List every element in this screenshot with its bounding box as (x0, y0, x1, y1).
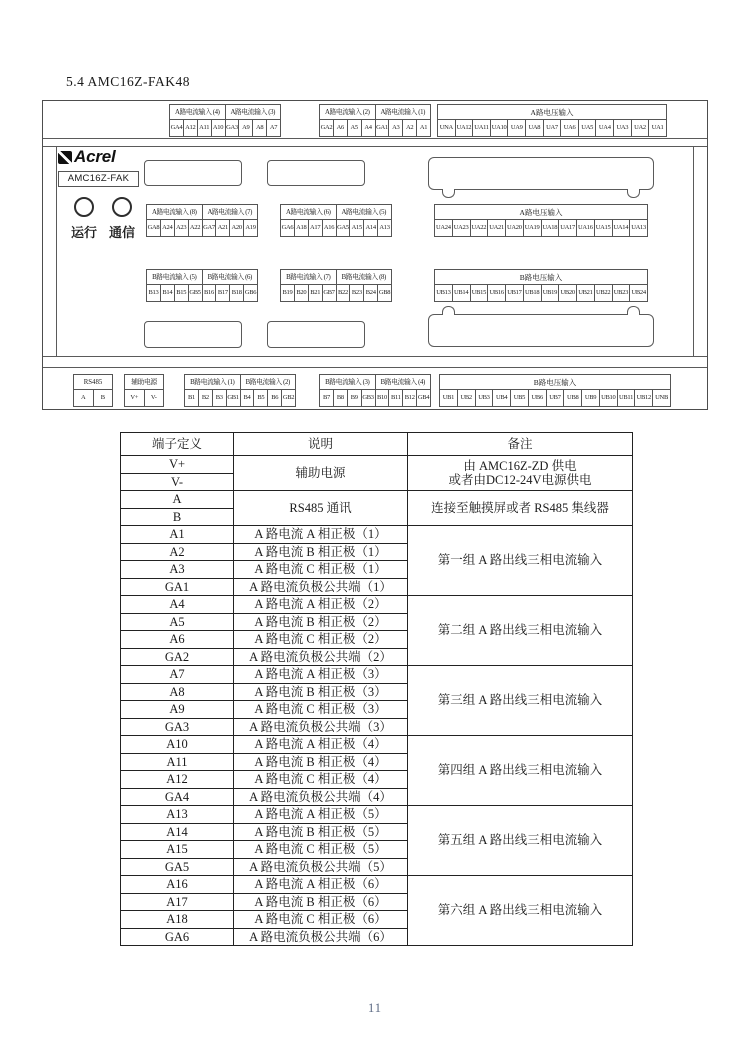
terminal-block-a-voltage-top (437, 104, 667, 137)
terminal-cell: UA20 (506, 220, 524, 237)
terminal-cell: A5 (348, 120, 362, 137)
terminal-cell: A16 (323, 220, 337, 237)
terminal-cell: A24 (161, 220, 175, 237)
terminal-cell: B17 (216, 285, 230, 302)
terminal-cell: UA16 (577, 220, 595, 237)
terminal-cell: B6 (268, 390, 282, 407)
terminal-cells (319, 390, 431, 407)
terminal-cell: A5 (121, 613, 234, 631)
terminal-cell: A12 (121, 771, 234, 789)
terminal-group-headers (434, 269, 648, 285)
terminal-cell: UA7 (544, 120, 562, 137)
terminal-cell: A17 (121, 893, 234, 911)
mounting-tab (442, 189, 455, 198)
terminal-group-label: A路电流输入 (2) (319, 104, 376, 120)
terminal-block-a-current-2-1 (319, 104, 431, 137)
table-row (121, 876, 633, 894)
panel-edge-line (693, 146, 694, 357)
terminal-group-label: B路电流输入 (1) (184, 374, 241, 390)
terminal-cell: A9 (121, 701, 234, 719)
terminal-cell: A16 (121, 876, 234, 894)
description-cell: A 路电流负极公共端（2） (234, 648, 408, 666)
terminal-cell: UA9 (508, 120, 526, 137)
slot-box (144, 321, 242, 348)
terminal-cell: GA6 (280, 220, 295, 237)
terminal-cells (184, 390, 296, 407)
terminal-cell: GA7 (203, 220, 217, 237)
terminal-group-headers (319, 104, 431, 120)
terminal-cell: A12 (184, 120, 198, 137)
remark-line: 或者由DC12-24V电源供电 (448, 473, 592, 487)
brand-text: Acrel (74, 147, 116, 166)
terminal-cell: A4 (362, 120, 376, 137)
terminal-group-headers (280, 204, 392, 220)
mounting-tab (627, 306, 640, 315)
terminal-cells (73, 390, 113, 407)
terminal-cell: A10 (212, 120, 226, 137)
terminal-cell: B10 (376, 390, 390, 407)
terminal-group-headers (280, 269, 392, 285)
description-cell: 辅助电源 (234, 456, 408, 491)
terminal-cell: GB2 (282, 390, 296, 407)
description-cell: A 路电流 A 相正极（2） (234, 596, 408, 614)
description-cell: A 路电流 B 相正极（3） (234, 683, 408, 701)
terminal-cell: A19 (244, 220, 258, 237)
terminal-group-label: B路电压输入 (439, 374, 671, 390)
terminal-cell: UB6 (529, 390, 547, 407)
terminal-cell: UA6 (561, 120, 579, 137)
terminal-cell: V- (121, 473, 234, 491)
terminal-cell: B14 (161, 285, 175, 302)
terminal-cell: UB21 (577, 285, 595, 302)
slot-box (267, 321, 365, 348)
terminal-group-headers (146, 269, 258, 285)
terminal-cell: B24 (364, 285, 378, 302)
terminal-cell: B (94, 390, 114, 407)
divider-line (43, 367, 707, 368)
slot-box (267, 160, 365, 186)
description-cell: A 路电流 B 相正极（5） (234, 823, 408, 841)
description-cell: A 路电流 C 相正极（6） (234, 911, 408, 929)
remark-cell: 第三组 A 路出线三相电流输入 (408, 666, 633, 736)
terminal-cell: A2 (403, 120, 417, 137)
terminal-group-label: B路电流输入 (7) (280, 269, 337, 285)
terminal-cell: A17 (309, 220, 323, 237)
terminal-cell: B16 (203, 285, 217, 302)
terminal-cell: GA2 (121, 648, 234, 666)
terminal-table (120, 432, 633, 946)
description-cell: A 路电流 C 相正极（5） (234, 841, 408, 859)
terminal-cell: UB5 (511, 390, 529, 407)
description-cell: A 路电流负极公共端（6） (234, 928, 408, 946)
terminal-group-headers (437, 104, 667, 120)
terminal-cell: GB3 (362, 390, 376, 407)
terminal-block-a-voltage-mid (434, 204, 648, 237)
description-cell: A 路电流 C 相正极（3） (234, 701, 408, 719)
terminal-group-label: A路电流输入 (8) (146, 204, 203, 220)
terminal-cell: A6 (121, 631, 234, 649)
terminal-group-label: A路电压输入 (437, 104, 667, 120)
terminal-cell: A7 (121, 666, 234, 684)
remark-cell: 第一组 A 路出线三相电流输入 (408, 526, 633, 596)
terminal-cell: A1 (417, 120, 431, 137)
terminal-cell: UB10 (600, 390, 618, 407)
device-panel (42, 100, 708, 410)
description-cell: A 路电流 B 相正极（6） (234, 893, 408, 911)
description-cell: A 路电流 B 相正极（1） (234, 543, 408, 561)
table-row (121, 456, 633, 474)
terminal-cell: GA8 (146, 220, 161, 237)
terminal-cell: UB7 (547, 390, 565, 407)
terminal-group-label: 辅助电源 (124, 374, 164, 390)
description-cell: RS485 通讯 (234, 491, 408, 526)
terminal-cell: B7 (319, 390, 334, 407)
terminal-cell: B (121, 508, 234, 526)
model-label: AMC16Z-FAK (58, 171, 139, 187)
description-cell: A 路电流 B 相正极（2） (234, 613, 408, 631)
terminal-cell: UB12 (635, 390, 653, 407)
description-cell: A 路电流 B 相正极（4） (234, 753, 408, 771)
terminal-cells (169, 120, 281, 137)
table-header-row (121, 433, 633, 456)
terminal-cell: GA5 (121, 858, 234, 876)
terminal-cell: GB7 (323, 285, 337, 302)
terminal-cell: UB23 (613, 285, 631, 302)
terminal-group-headers (146, 204, 258, 220)
terminal-cells (319, 120, 431, 137)
terminal-cell: UB9 (582, 390, 600, 407)
run-indicator-label: 运行 (70, 225, 97, 240)
description-cell: A 路电流负极公共端（4） (234, 788, 408, 806)
terminal-cell: GB6 (244, 285, 258, 302)
terminal-cell: UA13 (630, 220, 648, 237)
terminal-cell: V- (145, 390, 165, 407)
terminal-cell: UA18 (542, 220, 560, 237)
terminal-group-label: B路电流输入 (3) (319, 374, 376, 390)
terminal-cell: A3 (121, 561, 234, 579)
terminal-cell: A11 (198, 120, 212, 137)
terminal-cells (280, 220, 392, 237)
terminal-cell: A13 (378, 220, 392, 237)
table-row (121, 736, 633, 754)
terminal-group-label: A路电压输入 (434, 204, 648, 220)
description-cell: A 路电流 A 相正极（3） (234, 666, 408, 684)
terminal-cell: UA22 (471, 220, 489, 237)
terminal-cell: A8 (253, 120, 267, 137)
terminal-cell: B4 (241, 390, 255, 407)
terminal-cell: UB2 (458, 390, 476, 407)
terminal-cell: V+ (121, 456, 234, 474)
terminal-cell: B19 (280, 285, 295, 302)
remark-cell: 第二组 A 路出线三相电流输入 (408, 596, 633, 666)
mounting-tab (627, 189, 640, 198)
remark-cell: 第四组 A 路出线三相电流输入 (408, 736, 633, 806)
terminal-cell: A2 (121, 543, 234, 561)
page-title: 5.4 AMC16Z-FAK48 (66, 74, 191, 89)
terminal-group-label: RS485 (73, 374, 113, 390)
terminal-group-headers (319, 374, 431, 390)
terminal-block-a-current-6-5 (280, 204, 392, 237)
terminal-cell: UA10 (491, 120, 509, 137)
terminal-cell: A10 (121, 736, 234, 754)
terminal-cell: GA4 (121, 788, 234, 806)
terminal-cell: B8 (334, 390, 348, 407)
terminal-cell: UA24 (434, 220, 453, 237)
description-cell: A 路电流 C 相正极（4） (234, 771, 408, 789)
terminal-cell: A (121, 491, 234, 509)
terminal-cell: UA11 (473, 120, 491, 137)
table-row (121, 491, 633, 509)
terminal-block-a-current-4-3 (169, 104, 281, 137)
terminal-cell: UA12 (456, 120, 474, 137)
terminal-cell: UNB (653, 390, 671, 407)
terminal-cell: A22 (189, 220, 203, 237)
terminal-cell: B21 (309, 285, 323, 302)
terminal-group-label: B路电流输入 (6) (203, 269, 259, 285)
terminal-cell: A15 (350, 220, 364, 237)
terminal-cell: GA4 (169, 120, 184, 137)
terminal-group-headers (439, 374, 671, 390)
terminal-cell: B23 (350, 285, 364, 302)
terminal-cell: A6 (334, 120, 348, 137)
terminal-cell: B13 (146, 285, 161, 302)
terminal-cell: GA3 (226, 120, 240, 137)
terminal-block-b-current-3-4 (319, 374, 431, 407)
terminal-cell: A13 (121, 806, 234, 824)
terminal-cell: UB19 (542, 285, 560, 302)
terminal-cell: A3 (389, 120, 403, 137)
table-row (121, 806, 633, 824)
terminal-cell: A23 (175, 220, 189, 237)
remark-cell: 连接至触摸屏或者 RS485 集线器 (408, 491, 633, 526)
table-row (121, 596, 633, 614)
terminal-cell: A9 (239, 120, 253, 137)
terminal-cells (280, 285, 392, 302)
terminal-cell: UA21 (488, 220, 506, 237)
terminal-cell: B15 (175, 285, 189, 302)
page-number: 11 (367, 1001, 383, 1015)
connector-box (428, 157, 654, 190)
terminal-cell: UB13 (434, 285, 453, 302)
terminal-cell: A1 (121, 526, 234, 544)
col-header-remark: 备注 (408, 433, 633, 456)
terminal-group-label: B路电压输入 (434, 269, 648, 285)
terminal-cell: B22 (337, 285, 351, 302)
terminal-cell: UA14 (613, 220, 631, 237)
terminal-cell: UB24 (630, 285, 648, 302)
terminal-cell: A7 (267, 120, 281, 137)
terminal-cell: UB18 (524, 285, 542, 302)
divider-line (43, 356, 707, 357)
terminal-cell: B12 (403, 390, 417, 407)
terminal-cell: GB1 (227, 390, 241, 407)
terminal-block-b-voltage-bottom (439, 374, 671, 407)
comm-indicator-label: 通信 (108, 225, 135, 240)
terminal-cell: GA3 (121, 718, 234, 736)
terminal-cell: UA19 (524, 220, 542, 237)
terminal-cell: B2 (199, 390, 213, 407)
terminal-cell: GA2 (319, 120, 334, 137)
terminal-cell: UB22 (595, 285, 613, 302)
terminal-cell: UA4 (596, 120, 614, 137)
terminal-cell: UA15 (595, 220, 613, 237)
mounting-tab (442, 306, 455, 315)
col-header-terminal: 端子定义 (121, 433, 234, 456)
terminal-cell: A14 (364, 220, 378, 237)
terminal-cells (146, 220, 258, 237)
terminal-cell: UB14 (453, 285, 471, 302)
remark-cell: 第五组 A 路出线三相电流输入 (408, 806, 633, 876)
terminal-group-headers (184, 374, 296, 390)
terminal-group-label: B路电流输入 (8) (337, 269, 393, 285)
terminal-cell: UB8 (564, 390, 582, 407)
description-cell: A 路电流负极公共端（1） (234, 578, 408, 596)
terminal-cell: A14 (121, 823, 234, 841)
terminal-cell: A11 (121, 753, 234, 771)
terminal-block-b-current-5-6 (146, 269, 258, 302)
connector-box (428, 314, 654, 347)
terminal-group-label: B路电流输入 (2) (241, 374, 297, 390)
description-cell: A 路电流 A 相正极（4） (234, 736, 408, 754)
terminal-cell: A15 (121, 841, 234, 859)
terminal-group-label: B路电流输入 (5) (146, 269, 203, 285)
terminal-group-label: A路电流输入 (6) (280, 204, 337, 220)
terminal-cell: B11 (389, 390, 403, 407)
description-cell: A 路电流 C 相正极（1） (234, 561, 408, 579)
terminal-group-label: A路电流输入 (4) (169, 104, 226, 120)
terminal-cell: B5 (254, 390, 268, 407)
terminal-cell: B3 (213, 390, 227, 407)
terminal-block-b-current-7-8 (280, 269, 392, 302)
divider-line (43, 138, 707, 139)
slot-box (144, 160, 242, 186)
description-cell: A 路电流负极公共端（5） (234, 858, 408, 876)
table-row (121, 526, 633, 544)
terminal-group-headers (124, 374, 164, 390)
terminal-cell: GA6 (121, 928, 234, 946)
terminal-group-label: B路电流输入 (4) (376, 374, 432, 390)
terminal-group-headers (434, 204, 648, 220)
terminal-cell: GA1 (121, 578, 234, 596)
terminal-cell: B20 (295, 285, 309, 302)
terminal-cell: UB3 (476, 390, 494, 407)
panel-edge-line (56, 146, 57, 357)
terminal-cell: V+ (124, 390, 145, 407)
terminal-cell: UB15 (471, 285, 489, 302)
terminal-cell: A18 (121, 911, 234, 929)
terminal-cell: A21 (216, 220, 230, 237)
terminal-cells (434, 220, 648, 237)
terminal-cell: UA23 (453, 220, 471, 237)
description-cell: A 路电流 A 相正极（6） (234, 876, 408, 894)
terminal-cell: A8 (121, 683, 234, 701)
terminal-cell: UA3 (614, 120, 632, 137)
terminal-group-label: A路电流输入 (7) (203, 204, 259, 220)
divider-line (43, 146, 707, 147)
terminal-group-headers (169, 104, 281, 120)
terminal-group-headers (73, 374, 113, 390)
terminal-cell: UB4 (493, 390, 511, 407)
description-cell: A 路电流负极公共端（3） (234, 718, 408, 736)
terminal-cells (439, 390, 671, 407)
terminal-cell: UNA (437, 120, 456, 137)
remark-cell: 第六组 A 路出线三相电流输入 (408, 876, 633, 946)
terminal-cell: GB4 (417, 390, 431, 407)
run-indicator-light (74, 197, 94, 217)
description-cell: A 路电流 C 相正极（2） (234, 631, 408, 649)
terminal-cell: GA1 (376, 120, 390, 137)
terminal-cell: A20 (230, 220, 244, 237)
col-header-description: 说明 (234, 433, 408, 456)
terminal-cell: UA5 (579, 120, 597, 137)
acrel-logo (58, 147, 116, 167)
terminal-cell: UB17 (506, 285, 524, 302)
acrel-logo-icon (58, 151, 72, 164)
description-cell: A 路电流 A 相正极（1） (234, 526, 408, 544)
terminal-cell: B9 (348, 390, 362, 407)
terminal-cell: UA2 (632, 120, 650, 137)
terminal-cell: UB20 (559, 285, 577, 302)
terminal-cells (437, 120, 667, 137)
terminal-cell: A4 (121, 596, 234, 614)
remark-line: 由 AMC16Z-ZD 供电 (463, 458, 577, 473)
comm-indicator-light (112, 197, 132, 217)
terminal-group-label: A路电流输入 (5) (337, 204, 393, 220)
terminal-cell: UB1 (439, 390, 458, 407)
terminal-cell: GB5 (189, 285, 203, 302)
terminal-cells (124, 390, 164, 407)
terminal-block-b-voltage-mid (434, 269, 648, 302)
terminal-cell: B1 (184, 390, 199, 407)
terminal-cell: GA5 (337, 220, 351, 237)
terminal-group-label: A路电流输入 (3) (226, 104, 282, 120)
terminal-cell: A (73, 390, 94, 407)
terminal-cells (434, 285, 648, 302)
terminal-cell: UA17 (559, 220, 577, 237)
terminal-block-b-current-1-2 (184, 374, 296, 407)
terminal-cell: UB11 (618, 390, 636, 407)
terminal-cells (146, 285, 258, 302)
terminal-group-label: A路电流输入 (1) (376, 104, 432, 120)
terminal-cell: UA1 (649, 120, 667, 137)
terminal-cell: B18 (230, 285, 244, 302)
terminal-cell: UA8 (526, 120, 544, 137)
remark-cell (408, 456, 633, 491)
terminal-cell: UB16 (488, 285, 506, 302)
description-cell: A 路电流 A 相正极（5） (234, 806, 408, 824)
terminal-block-a-current-8-7 (146, 204, 258, 237)
terminal-cell: GB8 (378, 285, 392, 302)
table-row (121, 666, 633, 684)
terminal-block-rs485 (73, 374, 113, 407)
terminal-block-aux-power (124, 374, 164, 407)
terminal-cell: A18 (295, 220, 309, 237)
